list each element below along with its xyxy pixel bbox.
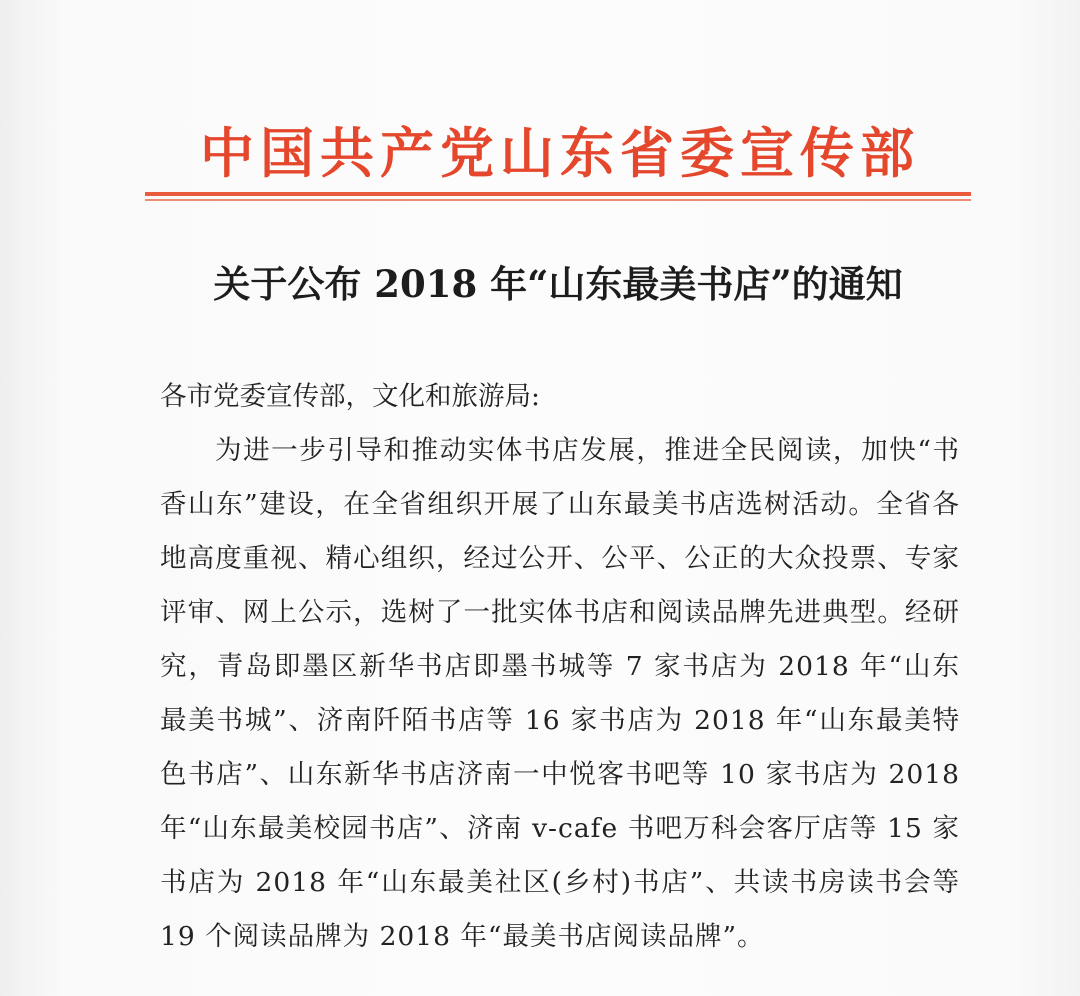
header-rule-thick — [145, 192, 971, 196]
salutation: 各市党委宣传部，文化和旅游局: — [160, 381, 540, 412]
issuing-authority-header: 中国共产党山东省委宣传部 — [200, 122, 920, 185]
body-paragraph: 为进一步引导和推动实体书店发展，推进全民阅读，加快“书香山东”建设，在全省组织开展了山东最美书店选树活动。全省各地高度重视、精心组织，经过公开、公平、公正的大众投票、专家评审、网上公示，选树了一批实体书店和阅读品牌先进典型。经研究，青岛即墨区新华书店即墨书城等 7 家书店为 2018 年“山东最美书城”、济南阡陌书店等 16 家书店为 2018 年“山东最美特色书店”、山东新华书店济南一中悦客书吧等 10 家书店为 2018 年“山东最美校园书店”、济南 v-cafe 书吧万科会客厅店等 15 家书店为 2018 年“山东最美社区(乡村)书店”、共读书房读书会等 19 个阅读品牌为 2018 年“最美书店阅读品牌”。 — [160, 435, 960, 952]
header-rule-thin — [145, 199, 971, 201]
notice-title: 关于公布 2018 年“山东最美书店”的通知 — [213, 262, 903, 306]
